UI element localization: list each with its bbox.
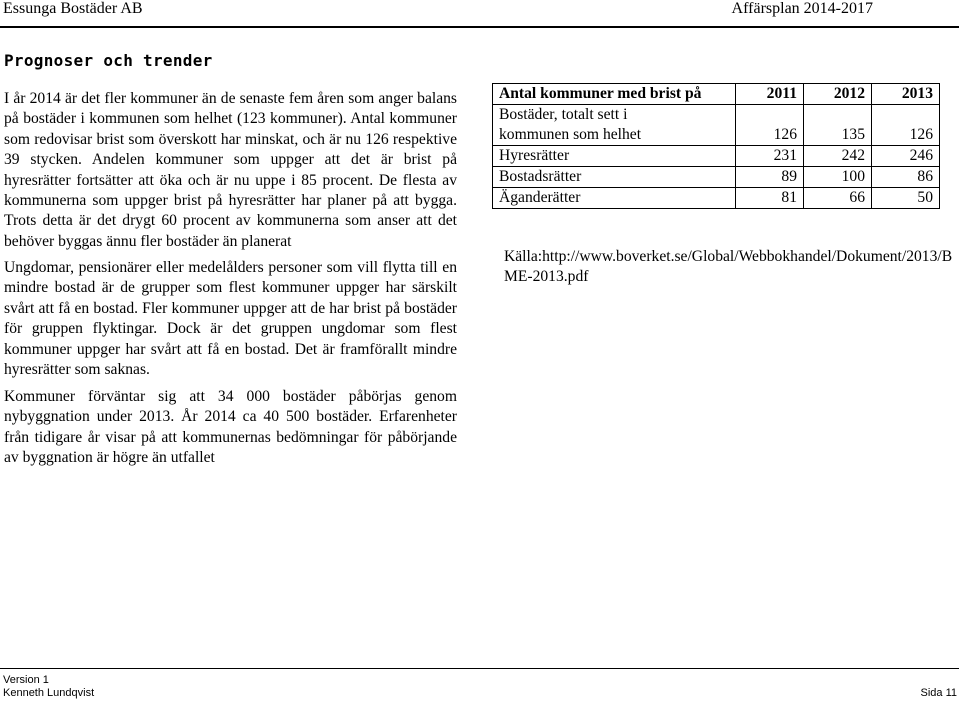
footer-author: Kenneth Lundqvist bbox=[3, 687, 95, 699]
table-row bbox=[493, 188, 940, 209]
table-cell: 231 bbox=[736, 146, 804, 167]
table-cell bbox=[872, 105, 940, 126]
table-cell bbox=[804, 105, 872, 126]
table-cell: Bostäder, totalt sett i bbox=[493, 105, 736, 126]
table-cell: kommunen som helhet bbox=[493, 125, 736, 146]
table-cell: 50 bbox=[872, 188, 940, 209]
header-company: Essunga Bostäder AB bbox=[3, 0, 143, 17]
table-header-cell: 2012 bbox=[804, 84, 872, 105]
table-cell bbox=[736, 105, 804, 126]
table-cell: Hyresrätter bbox=[493, 146, 736, 167]
header-document-title: Affärsplan 2014-2017 bbox=[731, 0, 873, 17]
table-cell: 135 bbox=[804, 125, 872, 146]
table-cell: Bostadsrätter bbox=[493, 167, 736, 188]
section-title: Prognoser och trender bbox=[4, 51, 213, 70]
table-header-cell: Antal kommuner med brist på bbox=[493, 84, 736, 105]
paragraph-groups: Ungdomar, pensionärer eller medelålders personer som vill flytta till en mindre bostad är de grupper som flest kommuner uppger har särskilt svårt att få en bostad. Fler kommuner uppger att de har brist på bostäder för gruppen flyktingar. Dock är det gruppen ungdomar som flest kommuner uppger har svårt att få en bostad. Det är framförallt mindre hyresrätter som saknas. bbox=[4, 259, 457, 379]
paragraph-balance: I år 2014 är det fler kommuner än de senaste fem åren som anger balans på bostäder i kommunen som helhet (123 kommuner). Antal kommuner som redovisar brist som överskott har minskat, och är nu 126 respektive 39 stycken. Andelen kommuner som uppger att det är brist på hyresrätter fortsätter att öka och är nu uppe i 85 procent. De flesta av kommunerna som uppger brist på hyresrätter har planer på att bygga. Trots detta är det drygt 60 procent av kommunerna som anser att det behöver byggas ännu fler bostäder än planerat bbox=[4, 90, 457, 250]
table-cell: 89 bbox=[736, 167, 804, 188]
header-divider bbox=[0, 26, 959, 28]
footer-divider bbox=[0, 668, 959, 669]
table-cell: 81 bbox=[736, 188, 804, 209]
table-header-cell: 2011 bbox=[736, 84, 804, 105]
table-row bbox=[493, 105, 940, 126]
table-row bbox=[493, 167, 940, 188]
table-cell: 126 bbox=[736, 125, 804, 146]
table-cell: Äganderätter bbox=[493, 188, 736, 209]
table-cell: 66 bbox=[804, 188, 872, 209]
table-cell: 242 bbox=[804, 146, 872, 167]
table-cell: 86 bbox=[872, 167, 940, 188]
footer-version: Version 1 bbox=[3, 674, 49, 686]
paragraph-construction: Kommuner förväntar sig att 34 000 bostäder påbörjas genom nybyggnation under 2013. År 2014 ca 40 500 bostäder. Erfarenheter från tidigare år visar på att kommunernas bedömningar för påbörjande av byggnation är högre än utfallet bbox=[4, 388, 457, 467]
shortage-table bbox=[492, 83, 940, 209]
table-header-row bbox=[493, 84, 940, 105]
table-row bbox=[493, 125, 940, 146]
table-header-cell: 2013 bbox=[872, 84, 940, 105]
table-cell: 126 bbox=[872, 125, 940, 146]
footer-page-number: Sida 11 bbox=[920, 687, 957, 699]
table-cell: 246 bbox=[872, 146, 940, 167]
source-citation: Källa:http://www.boverket.se/Global/Webbokhandel/Dokument/2013/BME-2013.pdf bbox=[504, 248, 953, 286]
table-cell: 100 bbox=[804, 167, 872, 188]
table-row bbox=[493, 146, 940, 167]
